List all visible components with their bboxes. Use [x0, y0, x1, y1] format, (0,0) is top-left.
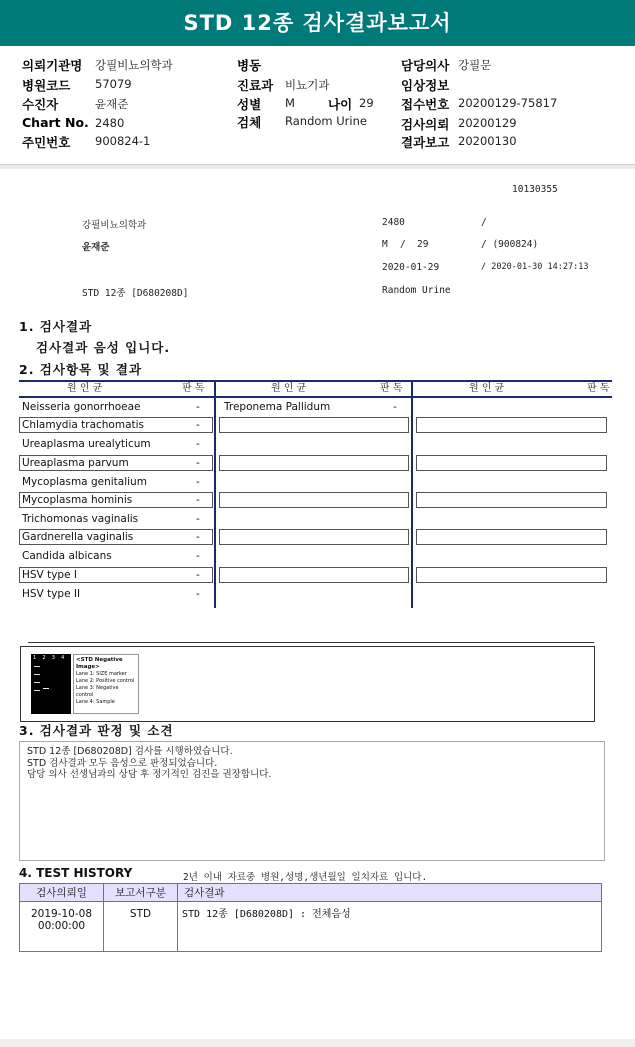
section-2-title: 2. 검사항목 및 결과: [19, 362, 143, 377]
report-title: STD 12종 검사결과보고서: [0, 0, 635, 46]
history-col-type: 보고서구분: [104, 884, 178, 902]
row-box: [416, 455, 607, 471]
gel-image-frame: [20, 646, 595, 722]
pathogen-name: Treponema Pallidum: [224, 401, 331, 413]
opinion-line: STD 검사결과 모두 음성으로 판정되었습니다.: [27, 757, 218, 769]
header-value: 20200130: [458, 134, 517, 148]
col-result-header: 판 독: [587, 383, 610, 394]
section-4-title: 4. TEST HISTORY: [19, 866, 133, 880]
header-label: 병동: [237, 58, 262, 73]
history-col-date: 검사의뢰일: [20, 884, 104, 902]
column-divider: [411, 380, 413, 608]
header-label: 담당의사: [401, 58, 450, 73]
header-value: 윤재준: [95, 97, 129, 111]
section-1-text: 검사결과 음성 입니다.: [36, 340, 171, 355]
col-pathogen-header: 원 인 균: [271, 383, 307, 394]
row-box: [416, 529, 607, 545]
result-row: [224, 398, 404, 416]
result-value: -: [393, 401, 397, 413]
info-test-name: STD 12종 [D680208D]: [82, 288, 189, 299]
header-value: 강필문: [458, 58, 492, 72]
history-result: STD 12종 [D680208D] : 전체음성: [178, 902, 602, 952]
header-label: 임상정보: [401, 78, 450, 93]
header-value: M: [285, 96, 295, 110]
opinion-box: [19, 741, 605, 861]
info-sex: M: [382, 239, 388, 250]
pathogen-name: Mycoplasma genitalium: [22, 476, 147, 488]
result-row: [22, 416, 212, 434]
report-number: 10130355: [512, 184, 558, 195]
col-pathogen-header: 원 인 균: [469, 383, 505, 394]
result-value: -: [196, 494, 200, 506]
result-row: [22, 454, 212, 472]
header-value: 20200129: [458, 116, 517, 130]
gel-caption-line: Lane 4: Sample: [76, 699, 115, 705]
result-value: -: [196, 401, 200, 413]
history-date-cell: [20, 902, 104, 952]
col-pathogen-header: 원 인 균: [67, 383, 103, 394]
gel-image: [31, 654, 71, 714]
header-value: 강필비뇨의학과: [95, 58, 173, 72]
history-note: 2년 이내 자료중 병원,성명,생년월일 일치자료 입니다.: [183, 872, 428, 883]
result-row: [22, 566, 212, 584]
header-value: 20200129-75817: [458, 96, 558, 110]
pathogen-name: HSV type II: [22, 588, 81, 600]
gel-caption-line: Lane 1: SIZE marker: [76, 671, 127, 677]
result-row: [22, 398, 212, 416]
header-label: 병원코드: [22, 78, 71, 93]
pathogen-name: Chlamydia trachomatis: [22, 419, 145, 431]
pathogen-name: Mycoplasma hominis: [22, 494, 133, 506]
history-col-result: 검사결과: [178, 884, 602, 902]
result-value: -: [196, 588, 200, 600]
row-box: [219, 417, 409, 433]
row-box: [219, 529, 409, 545]
info-reported: / 2020-01-30 14:27:13: [481, 262, 589, 272]
header-label: Chart No.: [22, 115, 89, 130]
result-value: -: [196, 531, 200, 543]
info-age: 29: [417, 239, 429, 250]
header-label: 접수번호: [401, 97, 450, 112]
pathogen-name: HSV type I: [22, 569, 77, 581]
info-hospital: 강필비뇨의학과: [82, 220, 147, 231]
result-value: -: [196, 550, 200, 562]
row-box: [219, 455, 409, 471]
row-box: [219, 567, 409, 583]
info-patient: 윤재준: [82, 242, 110, 253]
pathogen-name: Candida albicans: [22, 550, 112, 562]
header-label: 의뢰기관명: [22, 58, 83, 73]
header-value: 29: [359, 96, 374, 110]
row-box: [219, 492, 409, 508]
info-chart: 2480: [382, 217, 405, 228]
history-header-row: [20, 884, 602, 902]
table-row: [20, 902, 602, 952]
column-divider: [214, 380, 216, 608]
info-birth: / (900824): [481, 239, 539, 250]
header-value: 57079: [95, 77, 132, 91]
opinion-line: 담당 의사 선생님과의 상담 후 정기적인 검진을 권장합니다.: [27, 769, 272, 780]
result-value: -: [196, 476, 200, 488]
pathogen-name: Gardnerella vaginalis: [22, 531, 134, 543]
row-box: [416, 567, 607, 583]
opinion-line: STD 12종 [D680208D] 검사를 시행하였습니다.: [27, 746, 233, 757]
gel-caption-line: Lane 3: Negative control: [76, 685, 119, 698]
result-row: [22, 510, 212, 528]
info-received: 2020-01-29: [382, 262, 440, 273]
history-date: 2019-10-08: [30, 908, 93, 920]
header-label: 검사의뢰: [401, 117, 450, 132]
header-label: 결과보고: [401, 135, 450, 150]
result-value: -: [196, 438, 200, 450]
pathogen-name: Neisseria gonorrhoeae: [22, 401, 141, 413]
result-row: [22, 585, 212, 603]
header-label: 검체: [237, 115, 262, 130]
header-label: 진료과: [237, 78, 274, 93]
rule: [28, 642, 594, 643]
report-body: [0, 169, 635, 1039]
header-label: 주민번호: [22, 135, 71, 150]
info-specimen: Random Urine: [382, 285, 451, 296]
row-box: [416, 492, 607, 508]
header-label: 나이: [328, 97, 353, 112]
result-row: [22, 473, 212, 491]
history-type: STD: [104, 902, 178, 952]
info-slash: /: [400, 239, 406, 250]
header-label: 성별: [237, 97, 262, 112]
history-time: 00:00:00: [37, 920, 86, 932]
pathogen-name: Trichomonas vaginalis: [22, 513, 139, 525]
section-1-title: 1. 검사결과: [19, 319, 93, 334]
results-table-header: [19, 380, 612, 398]
header-value: Random Urine: [285, 114, 367, 128]
row-box: [416, 417, 607, 433]
result-row: [22, 491, 212, 509]
section-3-title: 3. 검사결과 판정 및 소견: [19, 723, 174, 738]
gel-caption: [73, 654, 139, 714]
result-value: -: [196, 419, 200, 431]
header-value: 비뇨기과: [285, 78, 330, 92]
header-info: [0, 50, 635, 165]
gel-lane-labels: 1 2 3 4: [33, 655, 66, 661]
history-table: [19, 883, 602, 952]
col-result-header: 판 독: [182, 383, 205, 394]
pathogen-name: Ureaplasma urealyticum: [22, 438, 151, 450]
gel-caption-title: <STD Negative Image>: [76, 657, 123, 670]
col-result-header: 판 독: [380, 383, 403, 394]
result-value: -: [196, 457, 200, 469]
gel-caption-line: Lane 2: Positive control: [76, 678, 135, 684]
page-bottom: [0, 1039, 635, 1047]
result-value: -: [196, 569, 200, 581]
header-label: 수진자: [22, 97, 59, 112]
info-slash: /: [481, 217, 487, 228]
result-row: [22, 435, 212, 453]
header-value: 900824-1: [95, 134, 151, 148]
result-value: -: [196, 513, 200, 525]
pathogen-name: Ureaplasma parvum: [22, 457, 129, 469]
result-row: [22, 547, 212, 565]
result-row: [22, 528, 212, 546]
header-value: 2480: [95, 116, 125, 130]
